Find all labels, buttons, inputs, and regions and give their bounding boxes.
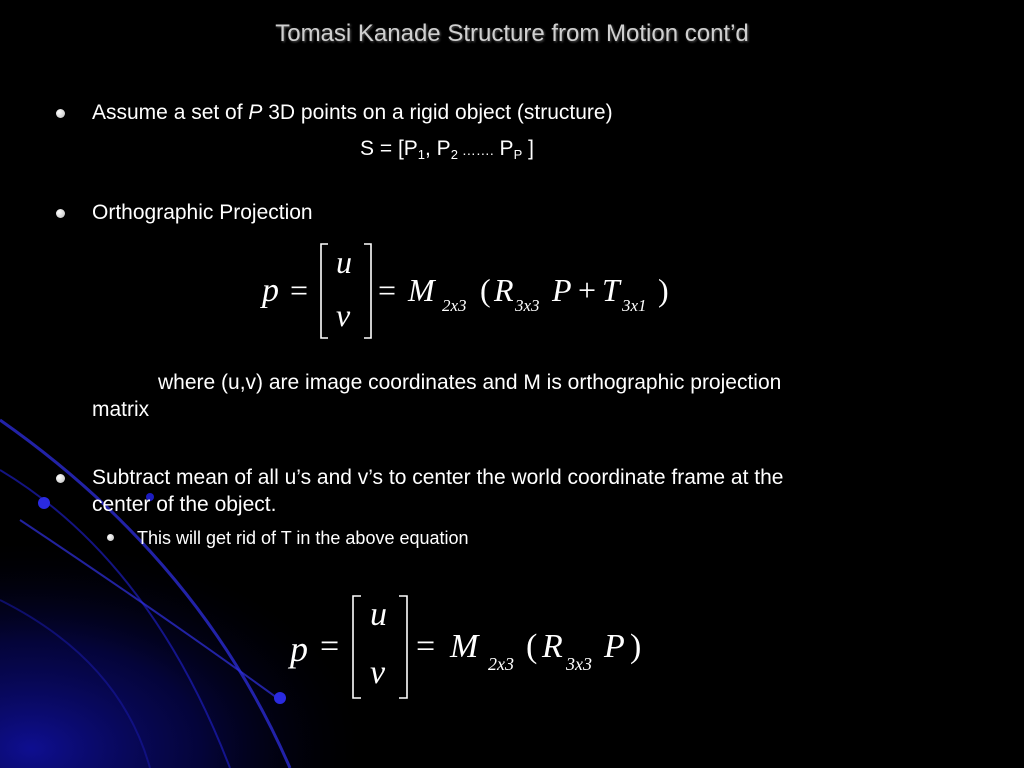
- eq2-u: u: [370, 596, 387, 633]
- bullet-dot: [56, 109, 65, 118]
- structure-sub1: 1: [417, 147, 426, 162]
- structure-mid2: P: [493, 137, 514, 160]
- projection-equation-centered: [290, 594, 670, 700]
- slide-title: Tomasi Kanade Structure from Motion cont’d: [275, 20, 749, 47]
- eq1-R-sub: 3x3: [515, 296, 540, 315]
- bullet1-var: P: [248, 101, 263, 124]
- eq2-rparen: ): [630, 628, 642, 665]
- eq1-rparen: ): [658, 272, 669, 308]
- eq2-lparen: (: [526, 628, 538, 665]
- eq2-equals-2: =: [416, 628, 436, 665]
- bullet-assume-points: [92, 100, 613, 126]
- eq1-T-sub: 3x1: [622, 296, 647, 315]
- eq1-plus: +: [578, 272, 597, 308]
- eq1-M-sub: 2x3: [442, 296, 467, 315]
- sub-bullet-remove-T: This will get rid of T in the above equation: [137, 528, 469, 548]
- bullet-subtract-mean-line1: Subtract mean of all u’s and v’s to center the world coordinate frame at the: [92, 466, 784, 489]
- eq2-M: M: [450, 628, 479, 665]
- structure-mid1: , P: [425, 137, 451, 160]
- eq1-equals-2: =: [378, 272, 397, 308]
- where-explanation-line2: matrix: [92, 398, 150, 421]
- projection-equation-with-translation: [262, 242, 682, 340]
- eq1-R: R: [494, 272, 514, 308]
- eq2-v: v: [370, 654, 386, 691]
- structure-lhs: S = [P: [360, 137, 418, 160]
- eq2-P: P: [604, 628, 625, 665]
- bullet-orthographic-projection: Orthographic Projection: [92, 201, 313, 224]
- structure-subp: P: [513, 147, 523, 162]
- eq2-equals-1: =: [320, 628, 340, 665]
- eq2-p: p: [290, 629, 308, 669]
- eq1-lparen: (: [480, 272, 491, 308]
- eq1-u: u: [336, 244, 352, 280]
- bullet1-post: 3D points on a rigid object (structure): [262, 101, 613, 124]
- eq2-R-sub: 3x3: [566, 654, 592, 674]
- structure-equation: [360, 136, 534, 168]
- eq2-R: R: [542, 628, 563, 665]
- eq1-T: T: [602, 272, 620, 308]
- eq1-equals-1: =: [290, 272, 309, 308]
- eq1-M: M: [408, 272, 435, 308]
- bullet1-pre: Assume a set of: [92, 101, 249, 124]
- structure-end: ]: [522, 137, 534, 160]
- sub-bullet-dot: [107, 534, 114, 541]
- bullet-dot: [56, 209, 65, 218]
- bullet-dot: [56, 474, 65, 483]
- eq1-P: P: [552, 272, 572, 308]
- eq1-v: v: [336, 297, 351, 333]
- bullet-subtract-mean-line2: center of the object.: [92, 493, 277, 516]
- structure-dots: …….: [457, 142, 494, 158]
- eq1-p: p: [262, 272, 279, 309]
- where-explanation-line1: where (u,v) are image coordinates and M is orthographic projection: [158, 371, 782, 394]
- eq2-M-sub: 2x3: [488, 654, 514, 674]
- structure-sub2: 2: [450, 147, 458, 162]
